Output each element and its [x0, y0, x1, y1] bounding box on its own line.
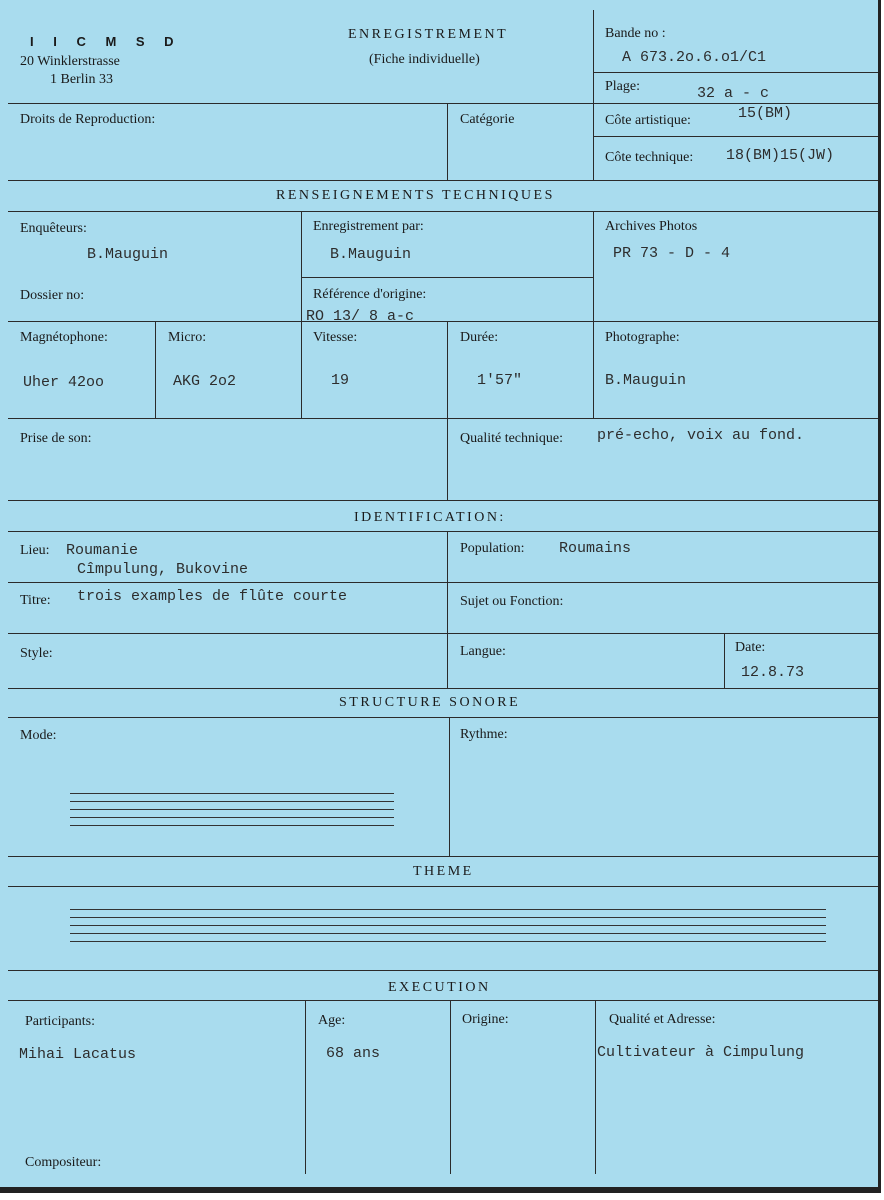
plage-label: Plage: — [605, 79, 640, 94]
rule — [8, 633, 878, 634]
rule — [593, 211, 594, 418]
rule — [447, 321, 448, 418]
rule — [8, 1000, 878, 1001]
rule — [450, 1000, 451, 1174]
rule — [301, 211, 302, 418]
enqueteurs-value: B.Mauguin — [87, 246, 169, 263]
rule — [8, 582, 878, 583]
titre-value: trois examples de flûte courte — [77, 588, 348, 605]
rule — [301, 277, 593, 278]
enregistrement-par-value: B.Mauguin — [330, 246, 412, 263]
date-value: 12.8.73 — [741, 664, 805, 681]
section-title-structure: STRUCTURE SONORE — [339, 695, 521, 710]
reference-label: Référence d'origine: — [313, 287, 427, 302]
population-value: Roumains — [559, 540, 632, 557]
rule — [8, 180, 878, 181]
categorie-label: Catégorie — [460, 112, 515, 127]
rule — [593, 10, 594, 180]
archives-label: Archives Photos — [605, 219, 698, 234]
micro-value: AKG 2o2 — [173, 373, 237, 390]
rule — [8, 321, 878, 322]
origine-label: Origine: — [462, 1012, 509, 1027]
rule — [593, 72, 878, 73]
rule — [8, 211, 878, 212]
duree-label: Durée: — [460, 330, 499, 345]
population-label: Population: — [460, 541, 525, 556]
photographe-label: Photographe: — [605, 330, 680, 345]
form-title: ENREGISTREMENT — [348, 27, 509, 42]
plage-value: 32 a - c — [697, 85, 770, 102]
bande-label: Bande no : — [605, 26, 666, 41]
age-label: Age: — [318, 1013, 346, 1028]
bande-value: A 673.2o.6.o1/C1 — [622, 49, 767, 66]
reference-value: RO 13/ 8 a-c — [306, 308, 415, 325]
magnetophone-label: Magnétophone: — [20, 330, 108, 345]
cote-technique-value: 18(BM)15(JW) — [726, 147, 835, 164]
qualite-technique-value: pré-echo, voix au fond. — [597, 427, 805, 444]
rule — [595, 1000, 596, 1174]
mode-label: Mode: — [20, 728, 57, 743]
rule — [155, 321, 156, 418]
section-title-technique: RENSEIGNEMENTS TECHNIQUES — [276, 188, 555, 203]
style-label: Style: — [20, 646, 53, 661]
micro-label: Micro: — [168, 330, 207, 345]
rule — [8, 688, 878, 689]
rule — [593, 136, 878, 137]
vitesse-value: 19 — [331, 372, 350, 389]
rule — [8, 970, 878, 971]
rule — [305, 1000, 306, 1174]
section-title-theme: THEME — [413, 864, 474, 879]
participants-label: Participants: — [25, 1014, 95, 1029]
date-label: Date: — [735, 640, 766, 655]
vitesse-label: Vitesse: — [313, 330, 358, 345]
compositeur-label: Compositeur: — [25, 1155, 102, 1170]
rule — [8, 717, 878, 718]
magnetophone-value: Uher 42oo — [23, 374, 105, 391]
rule — [8, 886, 878, 887]
cote-artistique-label: Côte artistique: — [605, 113, 691, 128]
participants-value: Mihai Lacatus — [19, 1046, 137, 1063]
rule — [8, 103, 878, 104]
org-name: I I C M S D — [30, 34, 182, 49]
rythme-label: Rythme: — [460, 727, 508, 742]
lieu-line1: Roumanie — [66, 542, 139, 559]
section-title-identification: IDENTIFICATION: — [354, 510, 506, 525]
lieu-label: Lieu: — [20, 543, 50, 558]
enregistrement-par-label: Enregistrement par: — [313, 219, 424, 234]
rule — [447, 418, 448, 500]
rule — [449, 717, 450, 856]
qualite-adresse-label: Qualité et Adresse: — [609, 1012, 716, 1027]
duree-value: 1'57" — [477, 372, 523, 389]
section-title-execution: EXECUTION — [388, 980, 491, 995]
droits-label: Droits de Reproduction: — [20, 112, 156, 127]
cote-artistique-value: 15(BM) — [738, 105, 793, 122]
org-city: 1 Berlin 33 — [50, 72, 113, 87]
rule — [8, 418, 878, 419]
titre-label: Titre: — [20, 593, 51, 608]
rule — [724, 633, 725, 688]
org-street: 20 Winklerstrasse — [20, 54, 120, 69]
lieu-line2: Cîmpulung, Bukovine — [77, 561, 249, 578]
form-subtitle: (Fiche individuelle) — [369, 52, 480, 67]
sujet-label: Sujet ou Fonction: — [460, 594, 564, 609]
age-value: 68 ans — [326, 1045, 381, 1062]
qualite-technique-label: Qualité technique: — [460, 431, 564, 446]
rule — [8, 856, 878, 857]
langue-label: Langue: — [460, 644, 506, 659]
cote-technique-label: Côte technique: — [605, 150, 694, 165]
photographe-value: B.Mauguin — [605, 372, 687, 389]
qualite-adresse-value: Cultivateur à Cimpulung — [597, 1044, 805, 1061]
rule — [8, 531, 878, 532]
dossier-label: Dossier no: — [20, 288, 85, 303]
rule — [447, 531, 448, 688]
rule — [8, 500, 878, 501]
prise-de-son-label: Prise de son: — [20, 431, 92, 446]
enqueteurs-label: Enquêteurs: — [20, 221, 87, 236]
rule — [447, 103, 448, 180]
archives-value: PR 73 - D - 4 — [613, 245, 731, 262]
